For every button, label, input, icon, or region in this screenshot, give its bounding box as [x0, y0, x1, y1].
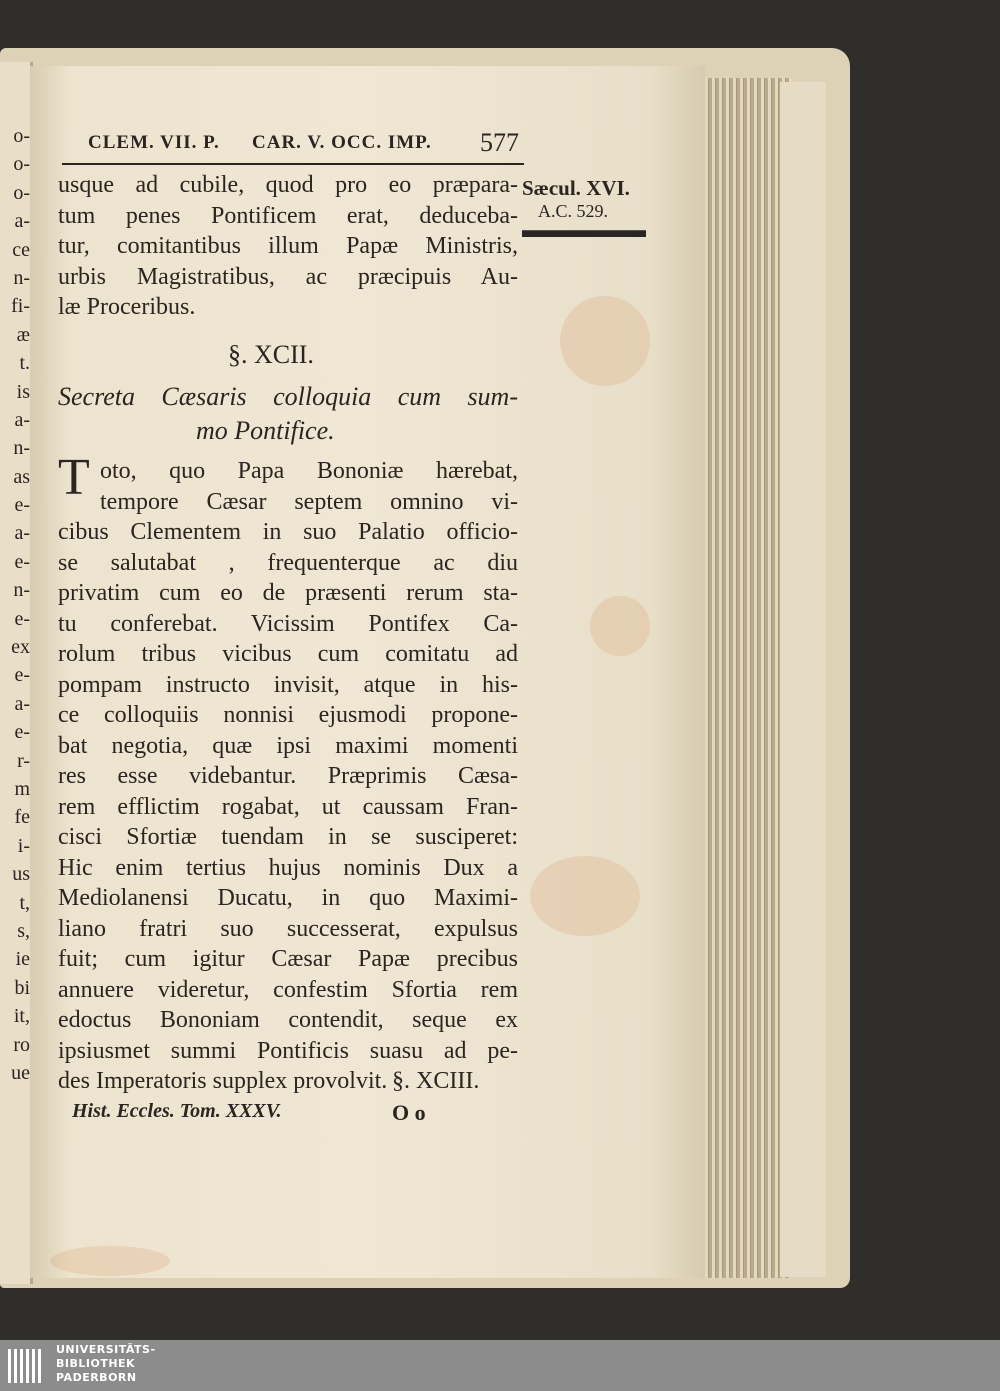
left-margin-fragment: n- [13, 266, 30, 289]
library-logo-icon [6, 1345, 48, 1387]
text-line: res esse videbantur. Præprimis Cæsa- [58, 763, 518, 789]
left-margin-fragment: s, [17, 919, 30, 942]
left-margin-fragment: it, [13, 1005, 30, 1028]
header-left: CLEM. VII. P. [88, 132, 220, 153]
text-line: usque ad cubile, quod pro eo præpara- [58, 172, 518, 198]
text-line: rolum tribus vicibus cum comitatu ad [58, 641, 518, 667]
left-margin-fragment: a- [14, 692, 30, 715]
page-fore-edge [700, 78, 792, 1278]
drop-cap: T [58, 449, 90, 506]
text-line: ce colloquiis nonnisi ejusmodi propone- [58, 702, 518, 728]
text-line: annuere videretur, confestim Sfortia rem [58, 976, 518, 1003]
left-margin-text [0, 124, 30, 1089]
left-margin-fragment: a- [14, 210, 30, 233]
left-margin-fragment: ce [12, 238, 30, 261]
text-line: rem efflictim rogabat, ut caussam Fran- [58, 793, 518, 820]
text-line: bat negotia, quæ ipsi maximi momenti [58, 732, 518, 759]
left-margin-fragment: o- [13, 125, 30, 147]
section-title-line1: Secreta Cæsaris colloquia cum sum- [58, 382, 518, 411]
left-margin-fragment: fi- [11, 295, 30, 318]
left-margin-fragment: t, [19, 891, 30, 914]
left-margin-fragment: e- [14, 721, 30, 744]
body-first-lines [100, 456, 518, 517]
section-title [58, 380, 518, 448]
left-margin-fragment: e- [14, 494, 30, 517]
text-line: fuit; cum igitur Cæsar Papæ precibus [58, 946, 518, 972]
margin-note-year: A.C. 529. [538, 201, 609, 221]
header-rule [62, 163, 524, 165]
text-line: privatim cum eo de præsenti rerum sta- [58, 580, 518, 606]
library-footer [0, 1340, 1000, 1391]
left-margin-fragment: ro [13, 1033, 30, 1056]
catchword: §. XCIII. [392, 1068, 480, 1094]
left-margin-fragment: ex [11, 636, 30, 659]
left-margin-fragment: n- [13, 437, 30, 460]
margin-note-rule [522, 230, 646, 237]
text-line: tu conferebat. Vicissim Pontifex Ca- [58, 610, 518, 637]
text-line: urbis Magistratibus, ac præcipuis Au- [58, 263, 518, 290]
text-line: læ Proceribus. [58, 294, 196, 320]
library-logo-text: UNIVERSITÄTS- BIBLIOTHEK PADERBORN [56, 1343, 156, 1384]
header-middle: CAR. V. OCC. IMP. [252, 132, 432, 153]
text-line: tum penes Pontificem erat, deduceba- [58, 202, 518, 229]
text-line: Hic enim tertius hujus nominis Dux a [58, 854, 518, 881]
page-number: 577 [480, 128, 519, 157]
section-title-line2: mo Pontifice. [196, 416, 335, 445]
left-margin-fragment: n- [13, 579, 30, 602]
left-margin-fragment: ie [15, 948, 30, 971]
text-line: cisci Sfortiæ tuendam in se susciperet: [58, 824, 518, 850]
left-margin-fragment: e- [14, 550, 30, 573]
left-margin-fragment: bi [14, 976, 30, 999]
left-margin-fragment: m [14, 777, 30, 800]
text-line: Mediolanensi Ducatu, in quo Maximi- [58, 885, 518, 911]
left-margin-fragment: t. [19, 352, 30, 375]
text-line: ipsiusmet summi Pontificis suasu ad pe- [58, 1037, 518, 1064]
left-margin-fragment: o- [13, 153, 30, 176]
left-margin-fragment: e- [14, 664, 30, 687]
left-margin-fragment: ue [11, 1061, 30, 1084]
left-margin-fragment: as [13, 465, 30, 488]
text-line: cibus Clementem in suo Palatio officio- [58, 519, 518, 545]
text-line: des Imperatoris supplex provolvit. [58, 1068, 388, 1094]
section-number: §. XCII. [228, 340, 314, 369]
left-margin-fragment: fe [14, 806, 30, 829]
text-line: oto, quo Papa Bononiæ hærebat, [100, 458, 518, 484]
text-line: tempore Cæsar septem omnino vi- [100, 488, 518, 515]
text-line: edoctus Bononiam contendit, seque ex [58, 1007, 518, 1033]
left-margin-fragment: e- [14, 607, 30, 630]
left-margin-fragment: a- [14, 522, 30, 545]
text-line: liano fratri suo successerat, expulsus [58, 915, 518, 942]
margin-note [522, 176, 648, 237]
cover-edge [780, 82, 826, 1277]
left-margin-fragment: æ [16, 323, 30, 346]
text-line: se salutabat , frequenterque ac diu [58, 549, 518, 576]
text-line: pompam instructo invisit, atque in his- [58, 671, 518, 698]
left-margin-fragment: o- [13, 181, 30, 204]
signature-left: Hist. Eccles. Tom. XXXV. [72, 1100, 282, 1122]
left-margin-fragment: is [16, 380, 30, 403]
left-margin-fragment: a- [14, 408, 30, 431]
intro-paragraph [58, 170, 518, 323]
left-margin-fragment: us [12, 863, 30, 886]
margin-note-century: Sæcul. XVI. [522, 176, 630, 200]
body-paragraph [58, 517, 518, 1097]
text-line: tur, comitantibus illum Papæ Ministris, [58, 233, 518, 259]
left-margin-fragment: i- [17, 834, 30, 857]
signature-mark: O o [392, 1100, 426, 1125]
left-margin-fragment: r- [17, 749, 30, 772]
